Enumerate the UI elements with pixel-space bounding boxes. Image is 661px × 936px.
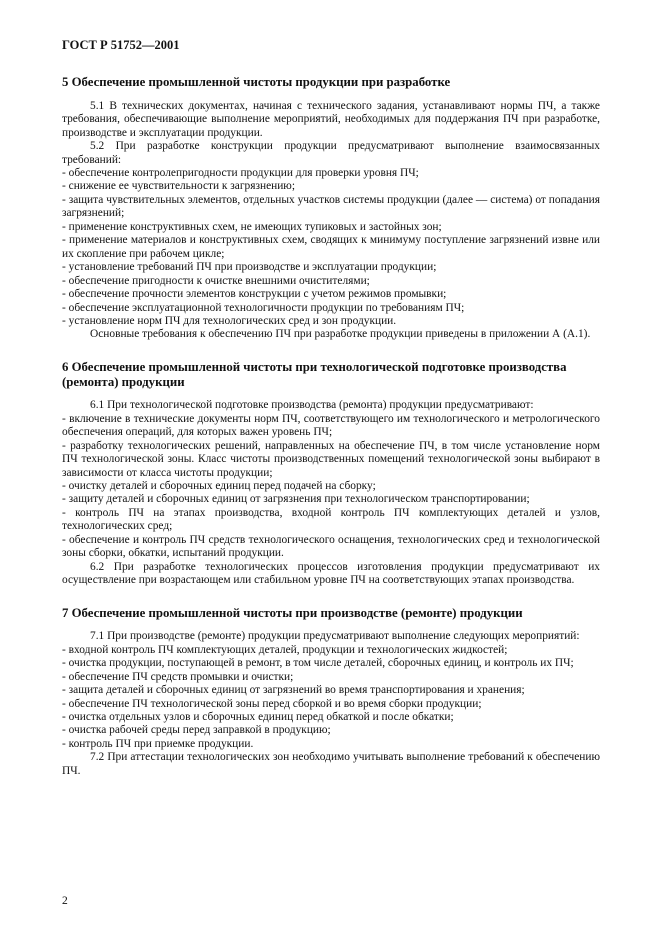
- list-item: - защиту деталей и сборочных единиц от загрязнения при технологическом транспортировании;: [62, 493, 530, 506]
- list-item: - обеспечение и контроль ПЧ средств технологического оснащения, технологических сред и технологической зоны сборки, обкатки, испытаний продукции.: [62, 533, 600, 560]
- paragraph: Основные требования к обеспечению ПЧ при разработке продукции приведены в приложении А (А.1).: [90, 328, 591, 341]
- paragraph: 6.2 При разработке технологических процессов изготовления продукции предусматривают их осуществление при возрастающем или стабильном уровне ПЧ на соответствующих этапах производства.: [62, 560, 600, 587]
- list-item: - обеспечение эксплуатационной технологичности продукции по требованиям ПЧ;: [62, 301, 465, 314]
- list-item: - обеспечение пригодности к очистке внешними очистителями;: [62, 274, 370, 287]
- list-item: - установление требований ПЧ при производстве и эксплуатации продукции;: [62, 261, 437, 274]
- section-5-title: 5 Обеспечение промышленной чистоты продукции при разработке: [62, 75, 451, 89]
- list-item: - обеспечение прочности элементов конструкции с учетом режимов промывки;: [62, 288, 447, 301]
- list-item: - очистка отдельных узлов и сборочных единиц перед обкаткой и после обкатки;: [62, 711, 454, 724]
- list-item: - снижение ее чувствительности к загрязнению;: [62, 180, 295, 193]
- section-7-body: [62, 630, 600, 778]
- paragraph: 7.2 При аттестации технологических зон необходимо учитывать выполнение требований к обеспечению ПЧ.: [62, 751, 600, 777]
- list-item: - очистка рабочей среды перед заправкой в продукцию;: [62, 724, 331, 737]
- document-page: [62, 38, 600, 796]
- list-item: - контроль ПЧ на этапах производства, входной контроль ПЧ комплектующих деталей и узлов, технологических сред;: [62, 506, 600, 533]
- list-item: - очистку деталей и сборочных единиц перед подачей на сборку;: [62, 479, 376, 492]
- page-number: 2: [62, 895, 68, 907]
- list-item: - применение конструктивных схем, не имеющих тупиковых и застойных зон;: [62, 220, 442, 233]
- section-7: [62, 606, 600, 779]
- paragraph: 7.1 При производстве (ремонте) продукции предусматривают выполнение следующих мероприятий:: [90, 630, 580, 643]
- list-item: - защита чувствительных элементов, отдельных участков системы продукции (далее — система) от попадания загрязнений;: [62, 193, 600, 220]
- section-7-title: 7 Обеспечение промышленной чистоты при производстве (ремонте) продукции: [62, 605, 523, 620]
- list-item: - входной контроль ПЧ комплектующих деталей, продукции и технологических жидкостей;: [62, 643, 508, 656]
- section-6-title: 6 Обеспечение промышленной чистоты при технологической подготовке производства (ремонта) продукции: [62, 359, 567, 389]
- document-id: ГОСТ Р 51752—2001: [62, 38, 180, 52]
- list-item: - обеспечение ПЧ технологической зоны перед сборкой и во время сборки продукции;: [62, 697, 482, 710]
- list-item: - обеспечение ПЧ средств промывки и очистки;: [62, 670, 294, 683]
- list-item: - контроль ПЧ при приемке продукции.: [62, 737, 254, 750]
- list-item: - обеспечение контролепригодности продукции для проверки уровня ПЧ;: [62, 166, 419, 179]
- list-item: - очистка продукции, поступающей в ремонт, в том числе деталей, сборочных единиц, и контроль их ПЧ;: [62, 657, 574, 670]
- list-item: - применение материалов и конструктивных схем, сводящих к минимуму поступление загрязнений извне или их скопление при рабочем цикле;: [62, 234, 600, 260]
- paragraph: 5.1 В технических документах, начиная с технического задания, устанавливают нормы ПЧ, а также требования, обеспечивающие выполнение мероприятий, необходимых для поддержания ПЧ при разработке, производстве и эксплуатации продукции.: [62, 99, 600, 139]
- list-item: - защита деталей и сборочных единиц от загрязнений во время транспортирования и хранения;: [62, 684, 525, 697]
- paragraph: 5.2 При разработке конструкции продукции предусматривают выполнение взаимосвязанных требований:: [62, 140, 600, 166]
- list-item: - установление норм ПЧ для технологических сред и зон продукции.: [62, 314, 397, 327]
- section-6-body: [62, 399, 600, 587]
- section-5-body: [62, 100, 600, 342]
- paragraph: 6.1 При технологической подготовке производства (ремонта) продукции предусматривают:: [90, 399, 534, 412]
- list-item: - включение в технические документы норм ПЧ, соответствующего им технологического и метрологического обеспечения операций, для которых важен уровень ПЧ;: [62, 412, 600, 439]
- section-6: [62, 360, 600, 588]
- section-5: [62, 75, 600, 342]
- list-item: - разработку технологических решений, направленных на обеспечение ПЧ, в том числе установление норм ПЧ технологической зоны. Класс чистоты производственных помещений технологической зоны выбирают в зависимости от класса чистоты продукции;: [62, 439, 600, 479]
